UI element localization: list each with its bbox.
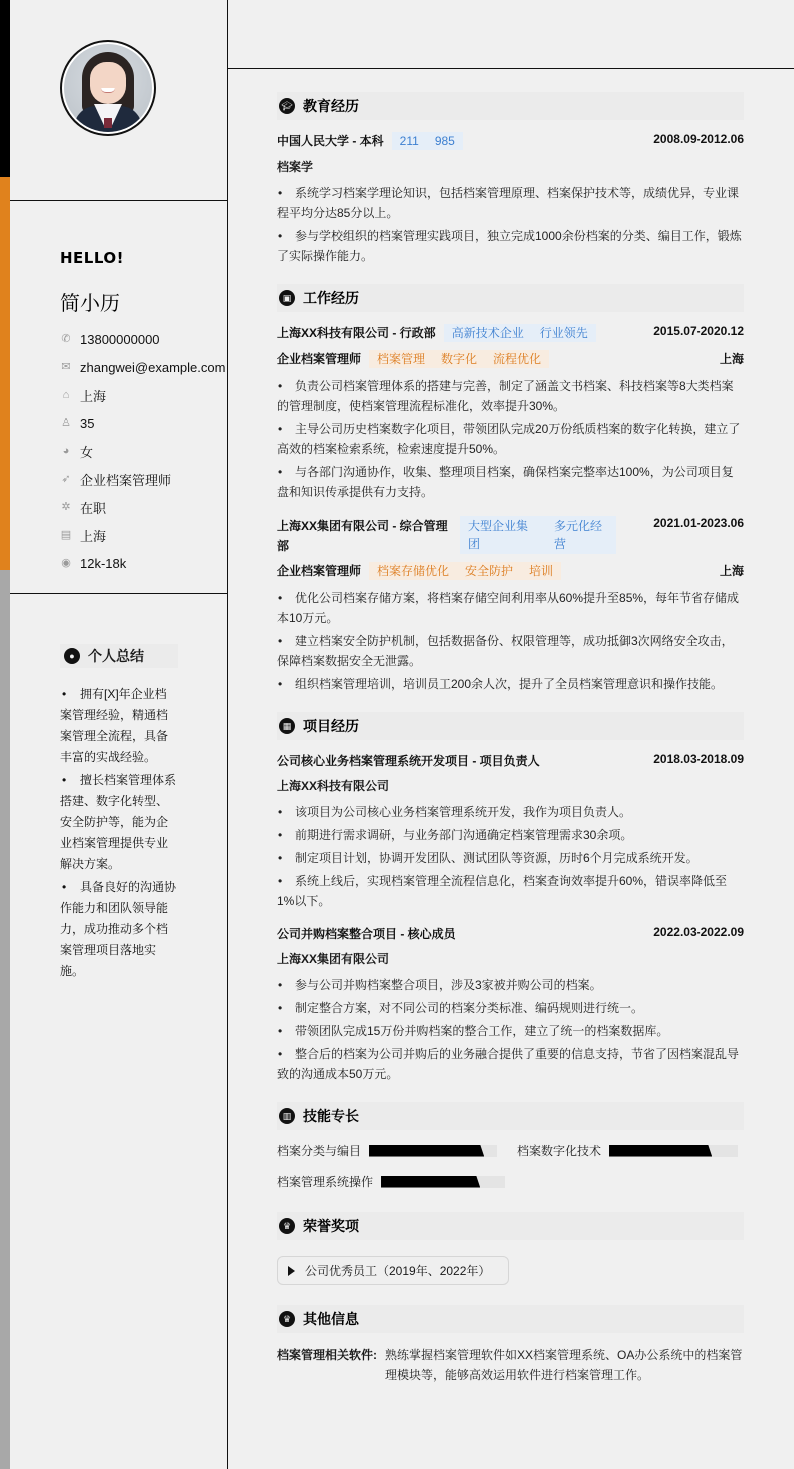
school-tag: 985 [427,132,463,150]
salary-icon: ◉ [61,557,71,569]
bullet-item: • 整合后的档案为公司并购后的业务融合提供了重要的信息支持，节省了因档案混乱导致的沟通成本50万元。 [277,1044,744,1084]
job-entry [277,516,744,694]
education-entry [277,132,744,266]
company-tag: 高新技术企业 [444,324,532,342]
accent-stripe-black [0,0,10,177]
bullet-item: • 建立档案安全防护机制，包括数据备份、权限管理等，成功抵御3次网络安全攻击，保障档案数据安全无泄露。 [277,631,744,671]
education-bullets [277,183,744,266]
sidebar-divider-2 [10,593,227,594]
skill-tag: 档案存储优化 [369,562,457,580]
company-name: 上海XX科技有限公司 - 行政部 [277,326,436,340]
info-status: ✲ 在职 [61,500,107,516]
company-tag: 多元化经营 [546,516,616,554]
info-age: ♙ 35 [61,415,95,431]
projects-section [277,712,744,1084]
expand-triangle-icon [288,1266,295,1276]
projects-title: 项目经历 [303,718,359,734]
job-entry [277,324,744,502]
summary-item: • 拥有[X]年企业档案管理经验，精通档案管理全流程，具备丰富的实战经验。 [60,684,178,768]
status-icon: ✲ [61,501,71,513]
job-location: 上海 [719,564,744,578]
other-key: 档案管理相关软件: [277,1348,377,1362]
mail-icon: ✉ [61,361,71,373]
education-section [277,92,744,266]
summary-header [60,644,178,668]
skill-tag: 档案管理 [369,350,433,368]
age-icon: ♙ [61,417,71,429]
company-tag: 行业领先 [532,324,596,342]
projects-header [277,712,744,740]
honors-title: 荣誉奖项 [303,1218,359,1234]
skill-bar-fill [609,1145,712,1157]
other-value: 熟练掌握档案管理软件如XX档案管理系统、OA办公系统中的档案管理模块等，能够高效运用软件进行档案管理工作。 [385,1348,743,1382]
header-divider [227,68,794,69]
bullet-item: • 制定整合方案，对不同公司的档案分类标准、编码规则进行统一。 [277,998,744,1018]
gender-icon: ◕ [62,445,70,457]
skills-header [277,1102,744,1130]
major: 档案学 [277,160,314,174]
info-job-target: ➶ 企业档案管理师 [61,472,172,488]
bullet-item: • 制定项目计划，协调开发团队、测试团队等资源，历时6个月完成系统开发。 [277,848,744,868]
info-phone: ✆ 13800000000 [61,331,160,347]
info-target-city: ▤ 上海 [60,528,107,544]
bullet-item: • 系统上线后，实现档案管理全流程信息化，档案查询效率提升60%，错误率降低至1%以下。 [277,871,744,911]
school-tag: 211 [392,132,427,150]
contact-info-list [60,325,225,577]
job-location: 上海 [719,352,744,366]
other-section [277,1305,744,1385]
skill-item: 档案管理系统操作 [277,1173,517,1190]
project-name: 公司并购档案整合项目 - 核心成员 [277,927,456,941]
honors-section [277,1212,744,1305]
graduation-cap-icon: 🎓︎ [279,98,295,114]
bullet-item: • 前期进行需求调研，与业务部门沟通确定档案管理需求30余项。 [277,825,744,845]
skill-bar [381,1176,505,1188]
bullet-item: • 优化公司档案存储方案，将档案存储空间利用率从60%提升至85%，每年节省存储成本10万元。 [277,588,744,628]
bullet-item: • 组织档案管理培训，培训员工200余人次，提升了全员档案管理意识和操作技能。 [277,674,744,694]
honor-item-toggle[interactable]: 公司优秀员工（2019年、2022年） [277,1256,509,1285]
bar-chart-icon: ▥ [279,1108,295,1124]
skill-bar-fill [381,1176,480,1188]
skill-bar [609,1145,738,1157]
info-salary: ◉ 12k-18k [61,555,127,571]
column-divider [227,0,228,1469]
job-bullets [277,588,744,694]
briefcase-icon: ▣ [279,290,295,306]
other-title: 其他信息 [303,1311,359,1327]
project-date: 2022.03-2022.09 [653,925,744,939]
skill-bar-fill [369,1145,484,1157]
bullet-item: • 负责公司档案管理体系的搭建与完善，制定了涵盖文书档案、科技档案等8大类档案的管理制度，使档案管理流程标准化，效率提升30%。 [277,376,744,416]
summary-item: • 具备良好的沟通协作能力和团队领导能力，成功推动多个档案管理项目落地实施。 [60,877,178,982]
honors-header [277,1212,744,1240]
school-name: 中国人民大学 - 本科 [277,134,384,148]
skill-tag: 培训 [521,562,561,580]
skill-tag: 安全防护 [457,562,521,580]
project-name: 公司核心业务档案管理系统开发项目 - 项目负责人 [277,754,540,768]
project-bullets [277,802,744,911]
job-date: 2021.01-2023.06 [653,516,744,530]
bullet-item: • 系统学习档案学理论知识，包括档案管理原理、档案保护技术等，成绩优异，专业课程平均分达85分以上。 [277,183,744,223]
work-title: 工作经历 [303,290,359,306]
job-position: 企业档案管理师 [277,564,362,578]
job-position: 企业档案管理师 [277,352,362,366]
project-date: 2018.03-2018.09 [653,752,744,766]
award-icon: ♛ [279,1218,295,1234]
bullet-item: • 与各部门沟通协作，收集、整理项目档案，确保档案完整率达100%，为公司项目复盘和知识传承提供有力支持。 [277,462,744,502]
bullet-item: • 带领团队完成15万份并购档案的整合工作，建立了统一的档案数据库。 [277,1021,744,1041]
skill-item: 档案数字化技术 [517,1142,744,1159]
summary-item: • 擅长档案管理体系搭建、数字化转型、安全防护等，能为企业档案管理提供专业解决方案。 [60,770,178,875]
avatar [60,40,156,136]
summary-list [60,684,178,984]
accent-stripe-gray [0,570,10,1469]
phone-icon: ✆ [61,333,71,345]
education-title: 教育经历 [303,98,359,114]
company-tag: 大型企业集团 [460,516,546,554]
project-entry [277,752,744,911]
sidebar-divider-1 [10,200,227,201]
work-section [277,284,744,694]
candidate-name: 简小历 [60,293,120,315]
work-header [277,284,744,312]
send-icon: ➶ [61,473,71,485]
company-name: 上海XX集团有限公司 - 综合管理部 [277,519,448,553]
info-gender: ◕ 女 [60,437,225,465]
skills-grid [277,1142,744,1190]
main-content [277,92,744,1385]
skill-tag: 流程优化 [485,350,549,368]
skill-bar [369,1145,497,1157]
other-header [277,1305,744,1333]
skills-section [277,1102,744,1190]
avatar-photo [64,44,152,132]
accent-stripe-orange [0,177,10,570]
award-icon: ♛ [279,1311,295,1327]
project-bullets [277,975,744,1084]
bullet-item: • 该项目为公司核心业务档案管理系统开发，我作为项目负责人。 [277,802,744,822]
job-bullets [277,376,744,502]
info-email: ✉ zhangwei@example.com [61,359,226,375]
education-header [277,92,744,120]
skills-title: 技能专长 [303,1108,359,1124]
skill-tag: 数字化 [433,350,485,368]
project-entry [277,925,744,1084]
bullet-item: • 参与公司并购档案整合项目，涉及3家被并购公司的档案。 [277,975,744,995]
job-date: 2015.07-2020.12 [653,324,744,338]
project-company: 上海XX集团有限公司 [277,952,390,966]
skill-item: 档案分类与编目 [277,1142,517,1159]
user-icon: ● [64,648,80,664]
home-icon: ⌂ [62,389,70,401]
summary-title: 个人总结 [88,648,144,664]
education-date: 2008.09-2012.06 [653,132,744,146]
hello-heading: HELLO! [60,249,124,267]
bullet-item: • 主导公司历史档案数字化项目，带领团队完成20万份纸质档案的数字化转换，建立了高效的档案检索系统，检索速度提升50%。 [277,419,744,459]
info-location: ⌂ 上海 [60,381,225,409]
bullet-item: • 参与学校组织的档案管理实践项目，独立完成1000余份档案的分类、编目工作，锻炼了实际操作能力。 [277,226,744,266]
other-row [277,1345,744,1385]
grid-icon: ▦ [279,718,295,734]
building-icon: ▤ [60,529,72,541]
project-company: 上海XX科技有限公司 [277,779,390,793]
